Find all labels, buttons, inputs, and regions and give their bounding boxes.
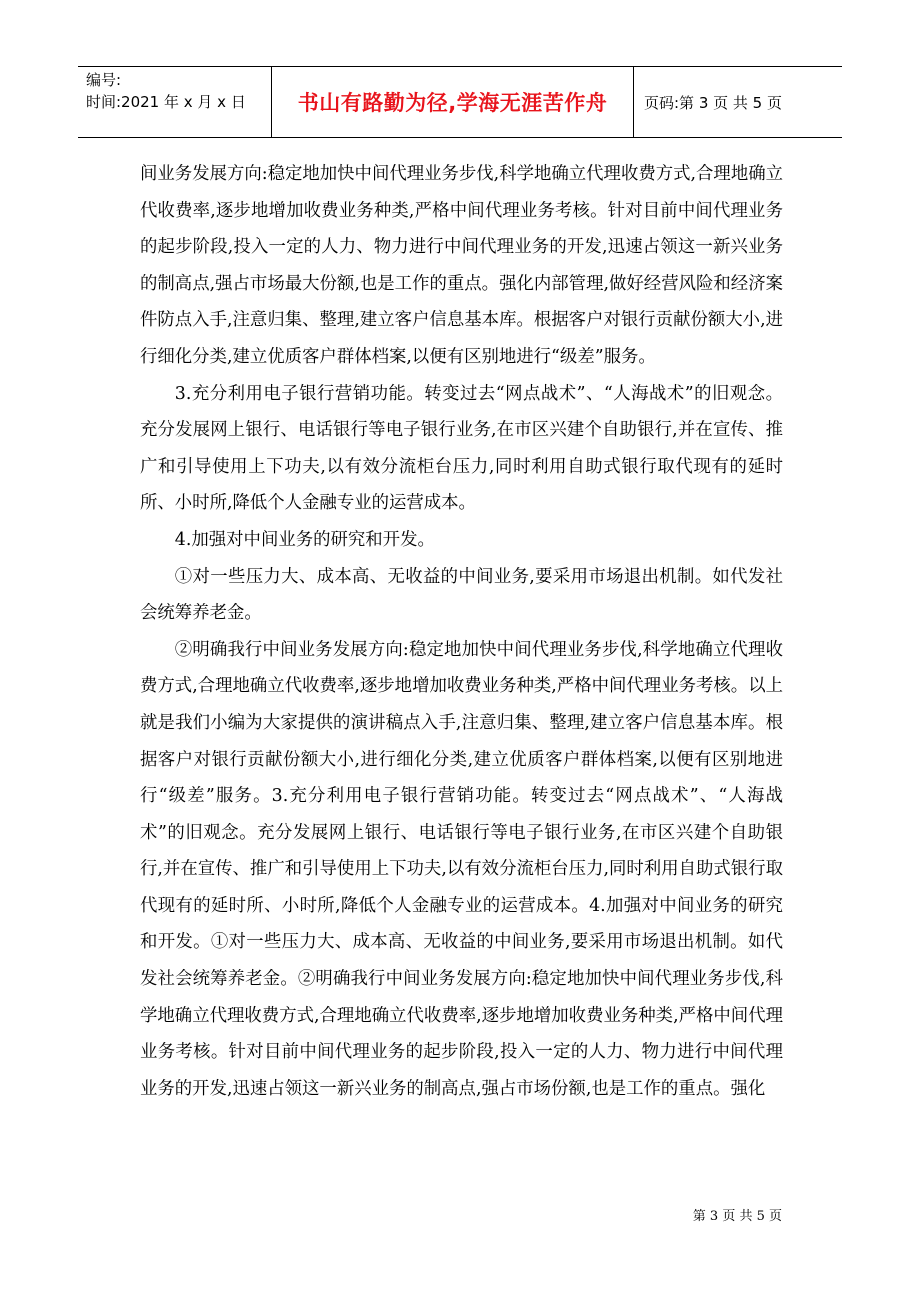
header-meta bbox=[78, 67, 272, 137]
paragraph-3: 4.加强对中间业务的研究和开发。 bbox=[174, 529, 435, 550]
paragraph-1: 间业务发展方向:稳定地加快中间代理业务步伐,科学地确立代理收费方式,合理地确立代收费率,逐步地增加收费业务种类,严格中间代理业务考核。针对目前中间代理业务的起步阶段,投入一定的人力、物力进行中间代理业务的开发,迅速占领这一新兴业务的制高点,强占市场最大份额,也是工作的重点。强化内部管理,做好经营风险和经济案件防点入手,注意归集、整理,建立客户信息基本库。根据客户对银行贡献份额大小,进行细化分类,建立优质客户群体档案,以便有区别地进行“级差”服务。 bbox=[140, 164, 783, 367]
paragraph-4: ①对一些压力大、成本高、无收益的中间业务,要采用市场退出机制。如代发社会统筹养老金。 bbox=[140, 566, 783, 624]
document-time-label: 时间:2021 年 x 月 x 日 bbox=[86, 93, 246, 111]
document-number-label: 编号: bbox=[86, 71, 122, 89]
page-header bbox=[78, 66, 842, 138]
document-body bbox=[140, 156, 783, 1107]
paragraph-2: 3.充分利用电子银行营销功能。转变过去“网点战术”、“人海战术”的旧观念。充分发展网上银行、电话银行等电子银行业务,在市区兴建个自助银行,并在宣传、推广和引导使用上下功夫,以有效分流柜台压力,同时利用自助式银行取代现有的延时所、小时所,降低个人金融专业的运营成本。 bbox=[140, 383, 783, 514]
paragraph-5: ②明确我行中间业务发展方向:稳定地加快中间代理业务步伐,科学地确立代理收费方式,合理地确立代收费率,逐步地增加收费业务种类,严格中间代理业务考核。以上就是我们小编为大家提供的演讲稿点入手,注意归集、整理,建立客户信息基本库。根据客户对银行贡献份额大小,进行细化分类,建立优质客户群体档案,以便有区别地进行“级差”服务。3.充分利用电子银行营销功能。转变过去“网点战术”、“人海战术”的旧观念。充分发展网上银行、电话银行等电子银行业务,在市区兴建个自助银行,并在宣传、推广和引导使用上下功夫,以有效分流柜台压力,同时利用自助式银行取代现有的延时所、小时所,降低个人金融专业的运营成本。4.加强对中间业务的研究和开发。①对一些压力大、成本高、无收益的中间业务,要采用市场退出机制。如代发社会统筹养老金。②明确我行中间业务发展方向:稳定地加快中间代理业务步伐,科学地确立代理收费方式,合理地确立代收费率,逐步地增加收费业务种类,严格中间代理业务考核。针对目前中间代理业务的起步阶段,投入一定的人力、物力进行中间代理业务的开发,迅速占领这一新兴业务的制高点,强占市场份额,也是工作的重点。强化 bbox=[140, 639, 783, 1099]
header-page-label: 页码:第 3 页 共 5 页 bbox=[644, 93, 782, 112]
header-slogan: 书山有路勤为径,学海无涯苦作舟 bbox=[272, 67, 634, 137]
page-footer: 第 3 页 共 5 页 bbox=[692, 1209, 782, 1224]
